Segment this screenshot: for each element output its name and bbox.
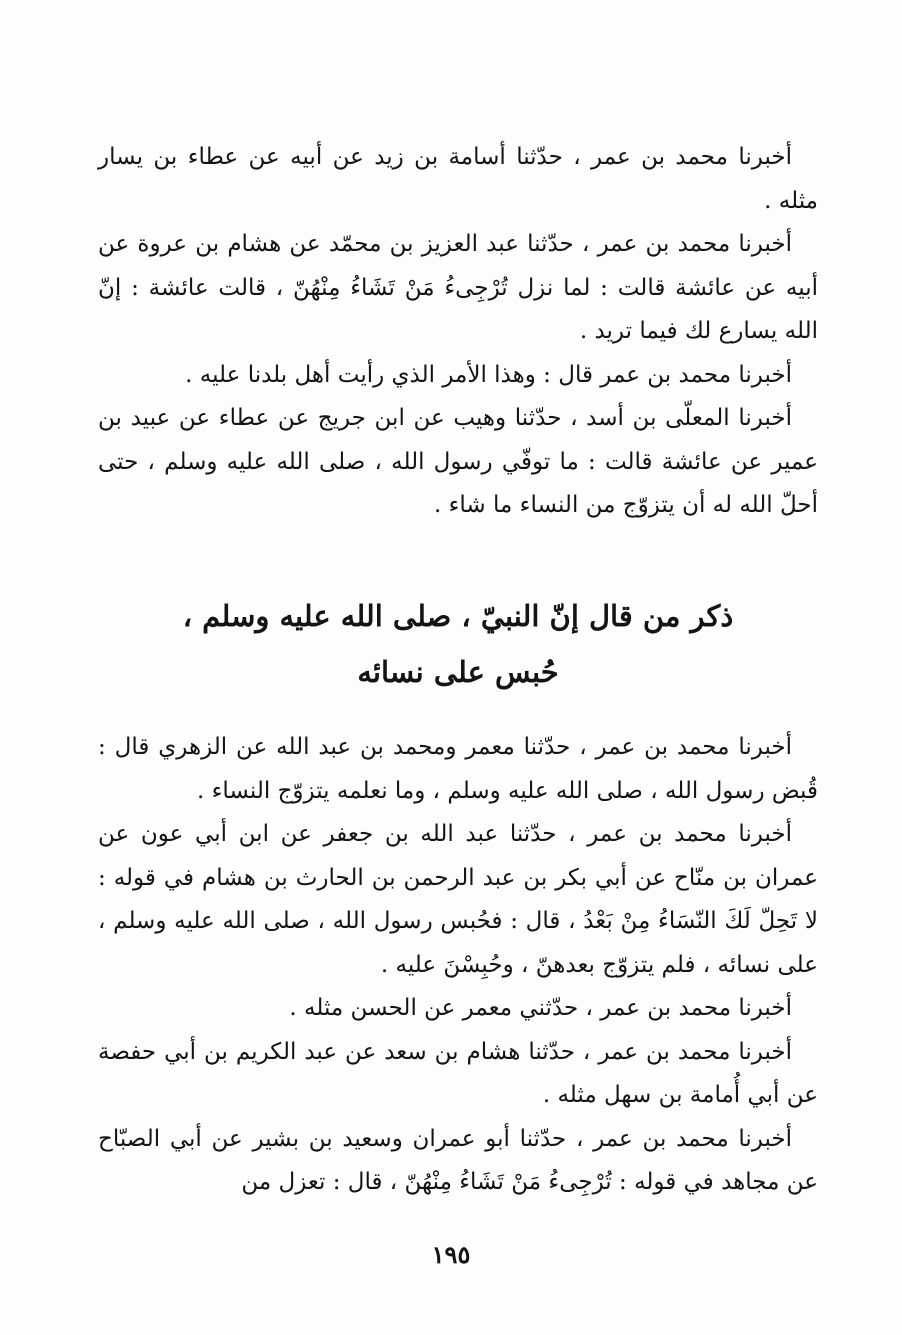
text-section-bottom xyxy=(98,726,818,1205)
chapter-heading xyxy=(98,588,818,700)
heading-line-2: حُبس على نسائه xyxy=(357,655,559,689)
paragraph: أخبرنا المعلّى بن أسد ، حدّثنا وهيب عن ابن جريج عن عطاء عن عبيد بن عمير عن عائشة قالت : ما توفّي رسول الله ، صلى الله عليه وسلم ، حتى أحلّ الله له أن يتزوّج من النساء ما شاء . xyxy=(98,405,818,518)
page-number: ١٩٥ xyxy=(431,1240,471,1269)
paragraph: أخبرنا محمد بن عمر ، حدّثنا معمر ومحمد بن عبد الله عن الزهري قال : قُبض رسول الله ، صلى الله عليه وسلم ، وما نعلمه يتزوّج النساء . xyxy=(98,734,818,804)
paragraph: أخبرنا محمد بن عمر ، حدّثنا هشام بن سعد عن عبد الكريم بن أبي حفصة عن أبي أُمامة بن سهل مثله . xyxy=(98,1038,818,1108)
paragraph: أخبرنا محمد بن عمر ، حدّثنا أسامة بن زيد عن أبيه عن عطاء بن يسار مثله . xyxy=(98,144,818,214)
paragraph: أخبرنا محمد بن عمر ، حدّثنا أبو عمران وسعيد بن بشير عن أبي الصبّاح عن مجاهد في قوله : تُرْجِىءُ مَنْ تَشَاءُ مِنْهُنّ ، قال : تعزل من xyxy=(98,1125,818,1195)
paragraph: أخبرنا محمد بن عمر قال : وهذا الأمر الذي رأيت أهل بلدنا عليه . xyxy=(185,361,792,388)
paragraph: أخبرنا محمد بن عمر ، حدّثنا عبد الله بن جعفر عن ابن أبي عون عن عمران بن منّاح عن أبي بكر بن عبد الرحمن بن الحارث بن هشام في قوله : لا تَحِلّ لَكَ النّسَاءُ مِنْ بَعْدُ ، قال : فحُبس رسول الله ، صلى الله عليه وسلم ، على نسائه ، فلم يتزوّج بعدهنّ ، وحُبِسْنَ عليه . xyxy=(98,821,818,978)
paragraph: أخبرنا محمد بن عمر ، حدّثنا عبد العزيز بن محمّد عن هشام بن عروة عن أبيه عن عائشة قالت : لما نزل تُرْجِىءُ مَنْ تَشَاءُ مِنْهُنّ ، قالت عائشة : إنّ الله يسارع لك فيما تريد . xyxy=(98,231,818,344)
text-section-top xyxy=(98,136,818,528)
heading-line-1: ذكر من قال إنّ النبيّ ، صلى الله عليه وسلم ، xyxy=(182,599,734,633)
paragraph: أخبرنا محمد بن عمر ، حدّثني معمر عن الحسن مثله . xyxy=(289,995,792,1021)
